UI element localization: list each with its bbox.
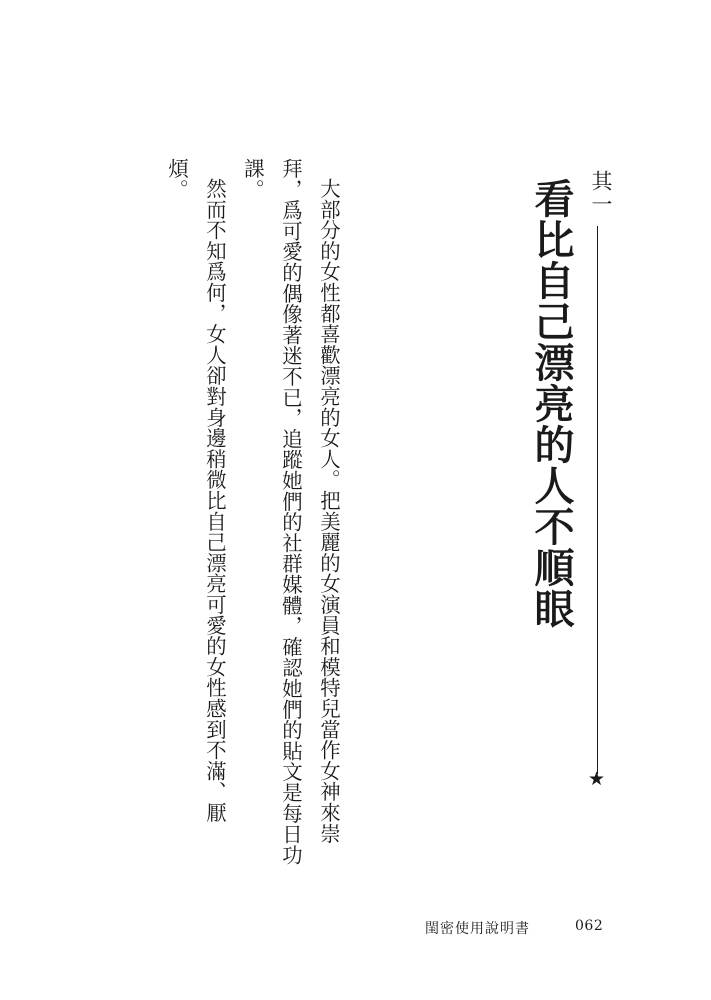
star-icon: ★: [588, 768, 606, 790]
chapter-divider-line: [597, 226, 598, 774]
chapter-label: 其一: [589, 170, 613, 216]
page-number: 062: [575, 918, 604, 934]
chapter-title: 看比自己漂亮的人不順眼: [528, 178, 575, 629]
body-column-2: 拜，爲可愛的偶像著迷不已，追蹤她們的社群媒體，確認她們的貼文是每日功: [279, 158, 303, 866]
body-column-1: 大部分的女性都喜歡漂亮的女人。把美麗的女演員和模特兒當作女神來崇: [317, 178, 341, 844]
body-column-4: 然而不知爲何，女人卻對身邊稍微比自己漂亮可愛的女性感到不滿、厭: [203, 178, 227, 823]
body-column-3: 課。: [241, 158, 265, 200]
body-column-5: 煩。: [165, 158, 189, 200]
running-footer-book-title: 閨密使用說明書: [425, 921, 530, 937]
